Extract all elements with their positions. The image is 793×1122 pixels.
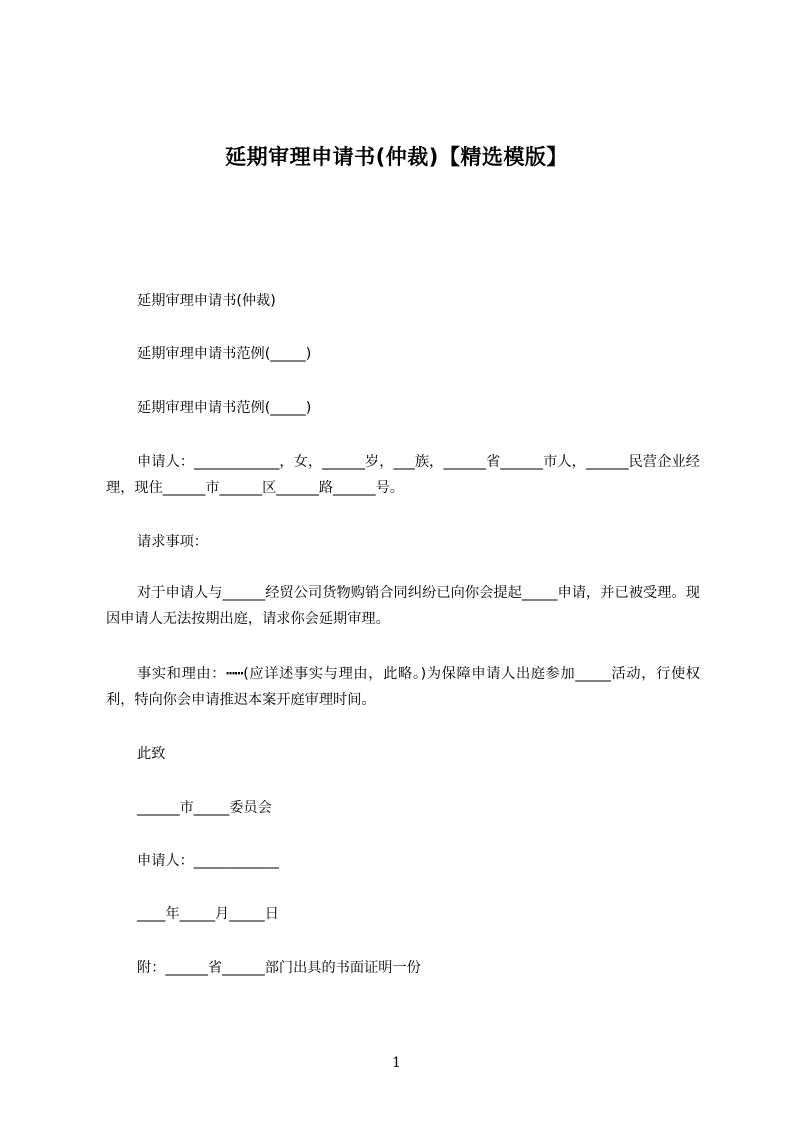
paragraph-date: ____年_____月_____日 xyxy=(137,906,279,922)
paragraph-example-2: 延期审理申请书范例(_____) xyxy=(137,400,312,416)
document-title: 延期审理申请书(仲裁)【精选模版】 xyxy=(225,145,568,169)
paragraph-facts-reasons: 事实和理由：┅┅(应详述事实与理由，此略。)为保障申请人出庭参加_____活动，行使权利，特向你会申请推迟本案开庭审理时间。 xyxy=(106,666,700,708)
paragraph-salutation: 此致 xyxy=(137,746,166,762)
page-number: 1 xyxy=(392,1055,401,1071)
paragraph-signature: 申请人：____________ xyxy=(137,853,279,869)
paragraph-request-body: 对于申请人与______经贸公司货物购销合同纠纷已向你会提起_____申请，并已被受理。现因申请人无法按期出庭，请求你会延期审理。 xyxy=(106,585,700,627)
paragraph-attachment: 附：______省______部门出具的书面证明一份 xyxy=(137,960,421,976)
paragraph-example-1: 延期审理申请书范例(_____) xyxy=(137,346,312,362)
paragraph-recipient: ______市_____委员会 xyxy=(137,800,272,816)
paragraph-request-heading: 请求事项： xyxy=(137,534,208,550)
paragraph-applicant-info: 申请人：____________，女，______岁，___族，______省______市人，______民营企业经理，现住______市______区______路______号。 xyxy=(106,454,700,496)
paragraph-subtitle: 延期审理申请书(仲裁) xyxy=(137,293,276,309)
